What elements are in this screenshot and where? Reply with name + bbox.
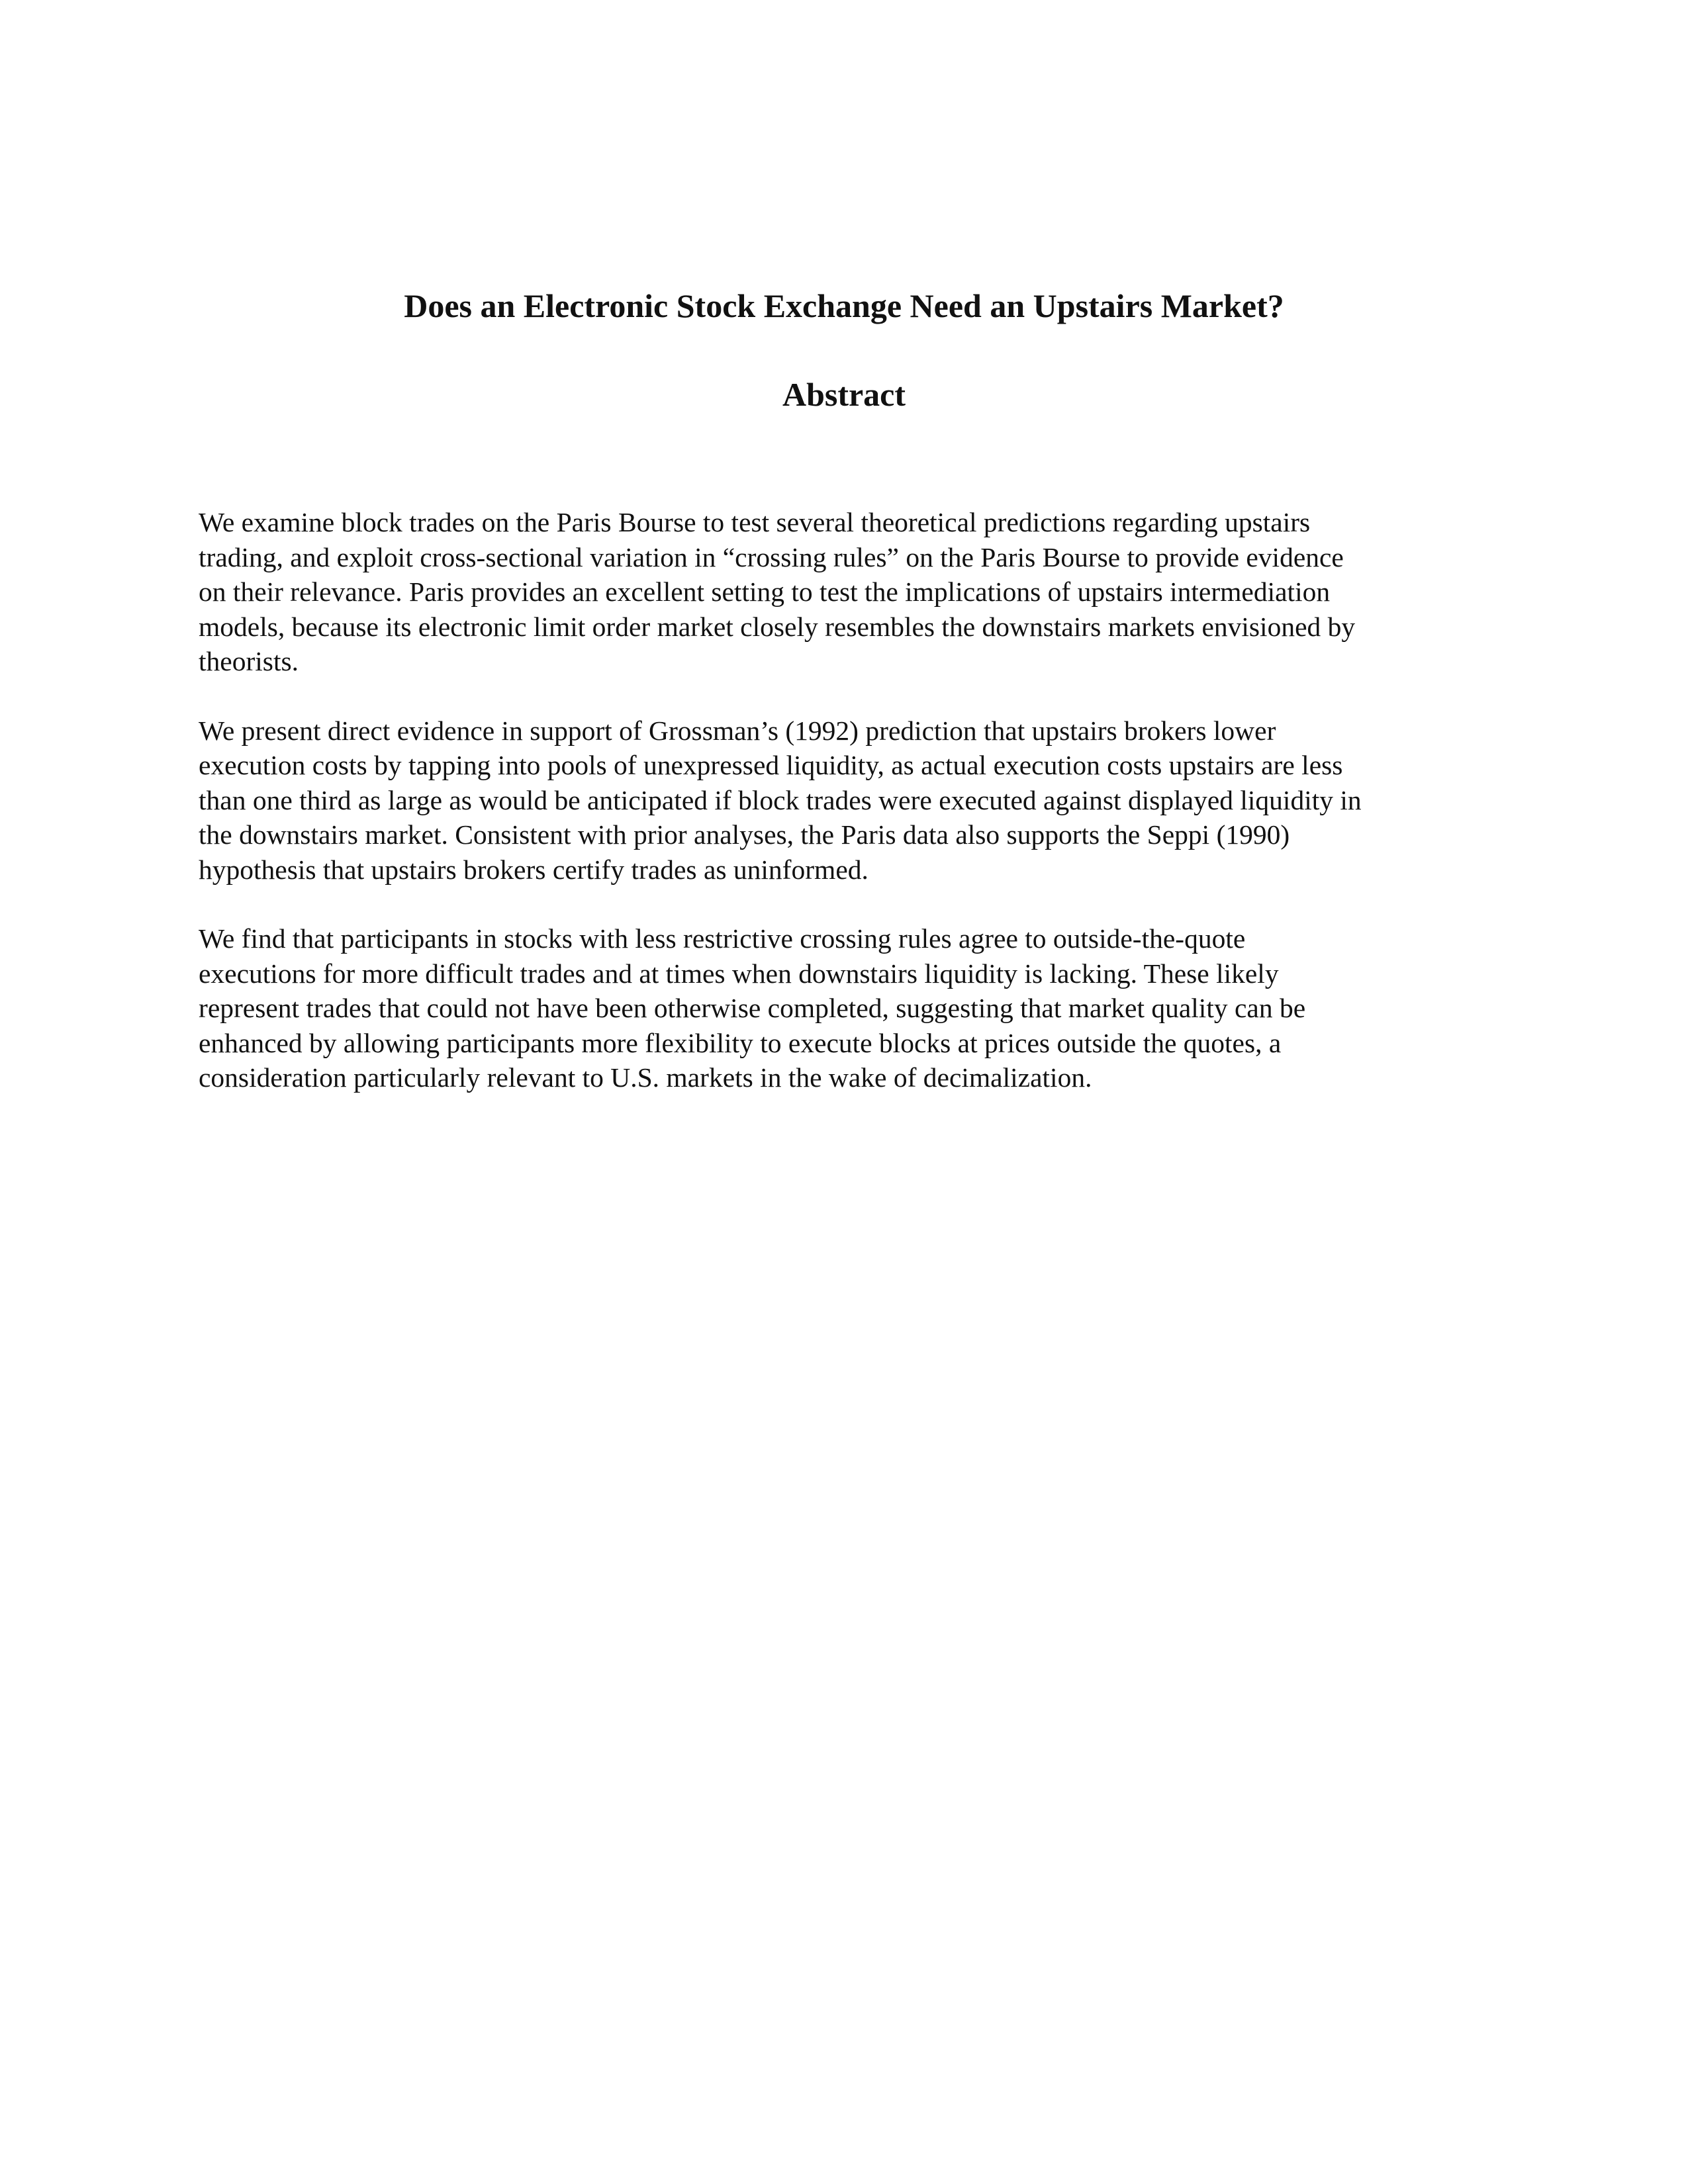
text-line: models, because its electronic limit order market closely resembles the downstairs markets envisioned by xyxy=(199,611,1356,642)
text-line: executions for more difficult trades and at times when downstairs liquidity is lacking. These likely xyxy=(199,958,1279,989)
text-line: enhanced by allowing participants more flexibility to execute blocks at prices outside the quotes, a xyxy=(199,1027,1282,1058)
text-line: the downstairs market. Consistent with prior analyses, the Paris data also supports the Seppi (1990) xyxy=(199,819,1290,850)
text-line: on their relevance. Paris provides an excellent setting to test the implications of upstairs intermediation xyxy=(199,576,1331,607)
text-line: execution costs by tapping into pools of unexpressed liquidity, as actual execution costs upstairs are less xyxy=(199,750,1343,780)
text-line: than one third as large as would be anticipated if block trades were executed against displayed liquidity in xyxy=(199,784,1362,815)
text-line: We examine block trades on the Paris Bourse to test several theoretical predictions regarding upstairs xyxy=(199,507,1311,537)
text-line: consideration particularly relevant to U.S. markets in the wake of decimalization. xyxy=(199,1062,1092,1093)
text-line: theorists. xyxy=(199,646,299,676)
text-line: trading, and exploit cross-sectional variation in “crossing rules” on the Paris Bourse to provide evidence xyxy=(199,541,1344,572)
text-line: We find that participants in stocks with less restrictive crossing rules agree to outside-the-quote xyxy=(199,923,1246,954)
text-line: represent trades that could not have been otherwise completed, suggesting that market quality can be xyxy=(199,993,1306,1023)
abstract-body xyxy=(199,505,1496,1130)
abstract-paragraph-2 xyxy=(199,713,1496,887)
abstract-paragraph-1 xyxy=(199,505,1496,679)
paper-title: Does an Electronic Stock Exchange Need an Upstairs Market? xyxy=(404,287,1284,324)
text-line: hypothesis that upstairs brokers certify trades as uninformed. xyxy=(199,854,868,885)
text-line: We present direct evidence in support of Grossman’s (1992) prediction that upstairs brokers lower xyxy=(199,715,1276,746)
abstract-paragraph-3 xyxy=(199,921,1496,1095)
abstract-heading: Abstract xyxy=(782,376,906,413)
